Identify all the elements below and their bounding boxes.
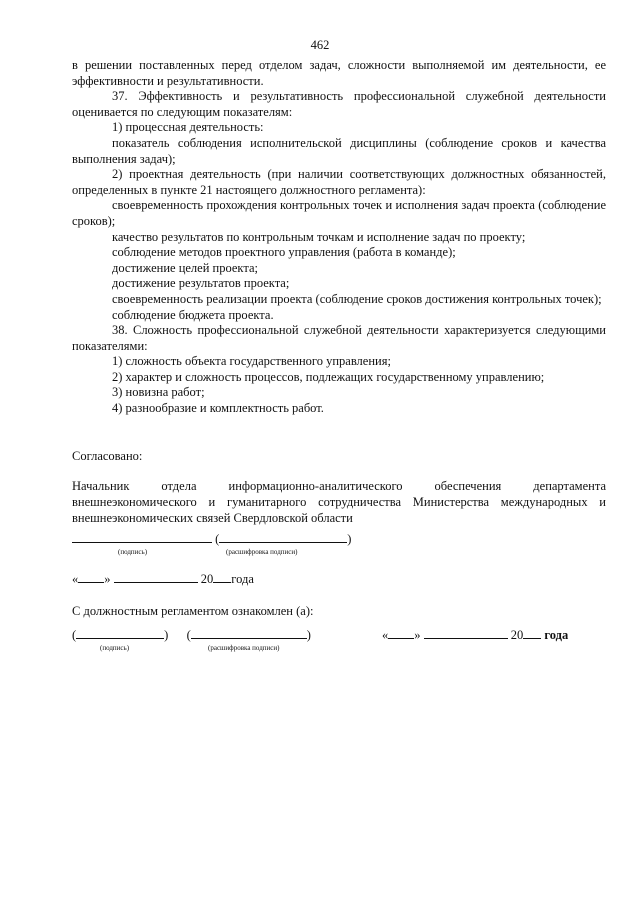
year-suffix: года — [544, 628, 569, 642]
paragraph: 4) разнообразие и комплектность работ. — [112, 401, 324, 416]
paragraph: соблюдение методов проектного управления (работа в команде); — [112, 245, 456, 260]
quote-close: » — [104, 572, 111, 586]
head-position-title — [72, 478, 606, 526]
paragraph: 2) проектная деятельность (при наличии соответствующих должностных обязанностей, определенных в пункте 21 настоящего должностного регламента): — [72, 167, 606, 197]
paragraph: достижение целей проекта; — [112, 260, 258, 275]
paragraph: в решении поставленных перед отделом задач, сложности выполняемой им деятельности, ее эффективности и результативности. — [72, 58, 606, 88]
head-decode-line — [219, 531, 347, 543]
paragraph: 2) характер и сложность процессов, подлежащих государственному управлению; — [112, 369, 545, 384]
paragraph: 1) процессная деятельность: — [112, 120, 264, 135]
paragraph: своевременность прохождения контрольных точек и исполнения задач проекта (соблюдение сроков); — [72, 198, 606, 228]
year-prefix: 20 — [510, 628, 524, 642]
employee-decode-line — [191, 627, 307, 639]
paragraph: своевременность реализации проекта (соблюдение сроков достижения контрольных точек); — [112, 291, 602, 306]
year-line — [523, 627, 541, 639]
body-text — [72, 58, 606, 417]
paragraph: достижение результатов проекта; — [112, 276, 290, 291]
year-prefix: 20 — [200, 572, 214, 586]
paragraph: качество результатов по контрольным точкам и исполнение задач по проекту; — [112, 229, 526, 244]
open-paren: ( — [215, 532, 220, 546]
quote-close: » — [414, 628, 421, 642]
employee-decode-caption: (расшифровка подписи) — [208, 644, 280, 652]
head-date-row — [72, 571, 254, 587]
paragraph: 38. Сложность профессиональной служебной деятельности характеризуется следующими показателями: — [72, 323, 606, 353]
page-number: 462 — [310, 38, 330, 52]
head-decode-caption: (расшифровка подписи) — [226, 548, 298, 556]
year-line — [213, 571, 231, 583]
paragraph: соблюдение бюджета проекта. — [112, 307, 274, 322]
employee-signature-caption: (подпись) — [100, 644, 130, 652]
open-paren: ( — [186, 628, 191, 642]
paragraph: 3) новизна работ; — [112, 385, 205, 400]
month-line — [114, 571, 198, 583]
quote-open: « — [382, 628, 389, 642]
agreed-label: Согласовано: — [72, 449, 143, 463]
employee-signature-line — [76, 627, 164, 639]
head-signature-line — [72, 531, 212, 543]
head-title-rest: внешнеэкономического и гуманитарного сотрудничества Министерства международных и внешнеэкономических связей Свердловской области — [72, 495, 606, 525]
employee-signature-row — [72, 627, 311, 643]
day-line — [78, 571, 104, 583]
month-line — [424, 627, 508, 639]
paragraph: 1) сложность объекта государственного управления; — [112, 354, 391, 369]
year-suffix: года — [231, 572, 254, 586]
head-signature-row — [72, 531, 351, 547]
head-signature-caption: (подпись) — [118, 548, 148, 556]
close-paren: ) — [306, 628, 311, 642]
head-title-line1: Начальник отдела информационно-аналитического обеспечения департамента — [72, 479, 606, 493]
day-line — [388, 627, 414, 639]
employee-date-row — [382, 627, 568, 643]
close-paren: ) — [164, 628, 169, 642]
paragraph: 37. Эффективность и результативность профессиональной служебной деятельности оценивается по следующим показателям: — [72, 89, 606, 119]
paragraph: показатель соблюдения исполнительской дисциплины (соблюдение сроков и качества выполнения задач); — [72, 135, 606, 166]
quote-open: « — [72, 572, 79, 586]
close-paren: ) — [347, 532, 352, 546]
open-paren: ( — [72, 628, 77, 642]
acquainted-label: С должностным регламентом ознакомлен (а): — [72, 604, 314, 618]
